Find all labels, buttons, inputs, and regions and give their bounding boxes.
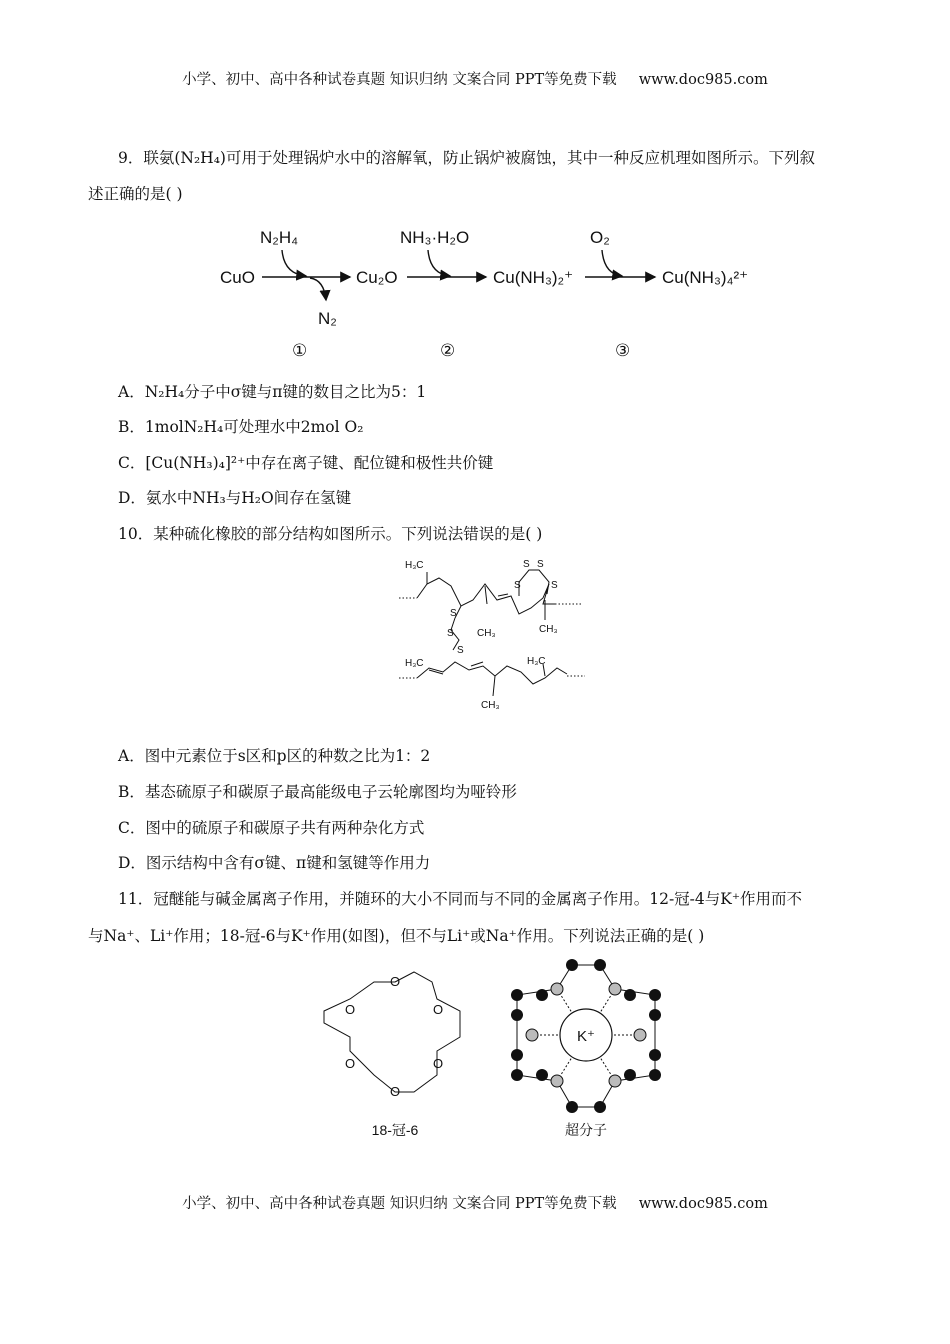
- q10-option-a: A．图中元素位于s区和p区的种数之比为1：2: [118, 747, 431, 765]
- scheme-nh3h2o: NH₃·H₂O: [400, 228, 470, 247]
- q11-stem-line2: 与Na⁺、Li⁺作用；18-冠-6与K⁺作用(如图)，但不与Li⁺或Na⁺作用。下列说法正确的是( ): [88, 927, 705, 945]
- caption-supramolecule: 超分子: [565, 1122, 607, 1138]
- o-atom-1: O: [389, 974, 401, 989]
- q10-rubber-structure: [395, 548, 595, 718]
- scheme-cu-nh3-2: Cu(NH₃)₂⁺: [493, 268, 574, 287]
- caption-18-crown-6: 18-冠-6: [371, 1122, 419, 1138]
- scheme-cuo: CuO: [220, 268, 255, 287]
- q10-option-d: D．图示结构中含有σ键、π键和氢键等作用力: [118, 854, 431, 872]
- scheme-step2: ②: [440, 341, 456, 360]
- q9-reaction-scheme: [210, 222, 770, 367]
- q9-option-a: A．N₂H₄分子中σ键与π键的数目之比为5：1: [118, 383, 427, 401]
- label-s-1: S: [514, 580, 521, 591]
- label-s-6: S: [447, 628, 454, 639]
- footer-text: 小学、初中、高中各种试卷真题 知识归纳 文案合同 PPT等免费下载: [182, 1196, 617, 1212]
- label-h3c-2: H₃C: [405, 658, 424, 669]
- q11-stem-line1: 11．冠醚能与碱金属离子作用，并随环的大小不同而与不同的金属离子作用。12-冠-4与K⁺作用而不: [118, 890, 803, 908]
- page-header: [0, 68, 950, 89]
- page-footer: [0, 1192, 950, 1213]
- arrow-2-in: [428, 250, 450, 276]
- label-h3c-1: H₃C: [405, 560, 424, 571]
- o-atom-3: O: [432, 1056, 444, 1071]
- scheme-o2: O₂: [590, 228, 610, 247]
- scheme-cu-nh3-4: Cu(NH₃)₄²⁺: [662, 268, 749, 287]
- arrow-3-in: [602, 250, 622, 276]
- scheme-n2h4: N₂H₄: [260, 228, 299, 247]
- header-text: 小学、初中、高中各种试卷真题 知识归纳 文案合同 PPT等免费下载: [182, 72, 617, 88]
- o-atom-6: O: [344, 1002, 356, 1017]
- arrow-1-in: [282, 250, 306, 276]
- scheme-n2: N₂: [318, 309, 337, 328]
- q9-stem-line2: 述正确的是( ): [88, 185, 183, 203]
- label-ch3-2: CH₃: [539, 624, 558, 635]
- q9-option-c: C．[Cu(NH₃)₄]²⁺中存在离子键、配位键和极性共价键: [118, 454, 494, 472]
- scheme-step3: ③: [615, 341, 631, 360]
- label-s-3: S: [537, 559, 544, 570]
- o-atom-4: O: [389, 1084, 401, 1099]
- header-url: www.doc985.com: [638, 72, 768, 88]
- k-ion-label: K⁺: [577, 1028, 595, 1045]
- q9-option-b: B．1molN₂H₄可处理水中2mol O₂: [118, 418, 364, 436]
- scheme-step1: ①: [292, 341, 308, 360]
- q10-stem: 10．某种硫化橡胶的部分结构如图所示。下列说法错误的是( ): [118, 525, 543, 543]
- footer-url: www.doc985.com: [638, 1196, 768, 1212]
- label-ch3-1: CH₃: [477, 628, 496, 639]
- label-h3c-3: H₃C: [527, 656, 546, 667]
- o-atom-5: O: [344, 1056, 356, 1071]
- label-s-5: S: [450, 608, 457, 619]
- q10-option-c: C．图中的硫原子和碳原子共有两种杂化方式: [118, 819, 425, 837]
- scheme-cu2o: Cu₂O: [356, 268, 398, 287]
- label-ch3-3: CH₃: [481, 700, 500, 711]
- q9-option-d: D．氨水中NH₃与H₂O间存在氢键: [118, 489, 352, 507]
- q11-crown-ether-figure: [310, 955, 680, 1145]
- label-s-4: S: [551, 580, 558, 591]
- q9-stem-line1: 9．联氨(N₂H₄)可用于处理锅炉水中的溶解氧，防止锅炉被腐蚀，其中一种反应机理如图所示。下列叙: [118, 149, 815, 167]
- arrow-1-out: [310, 278, 326, 300]
- o-atom-2: O: [432, 1002, 444, 1017]
- label-s-2: S: [523, 559, 530, 570]
- label-s-7: S: [457, 645, 464, 656]
- q10-option-b: B．基态硫原子和碳原子最高能级电子云轮廓图均为哑铃形: [118, 783, 517, 801]
